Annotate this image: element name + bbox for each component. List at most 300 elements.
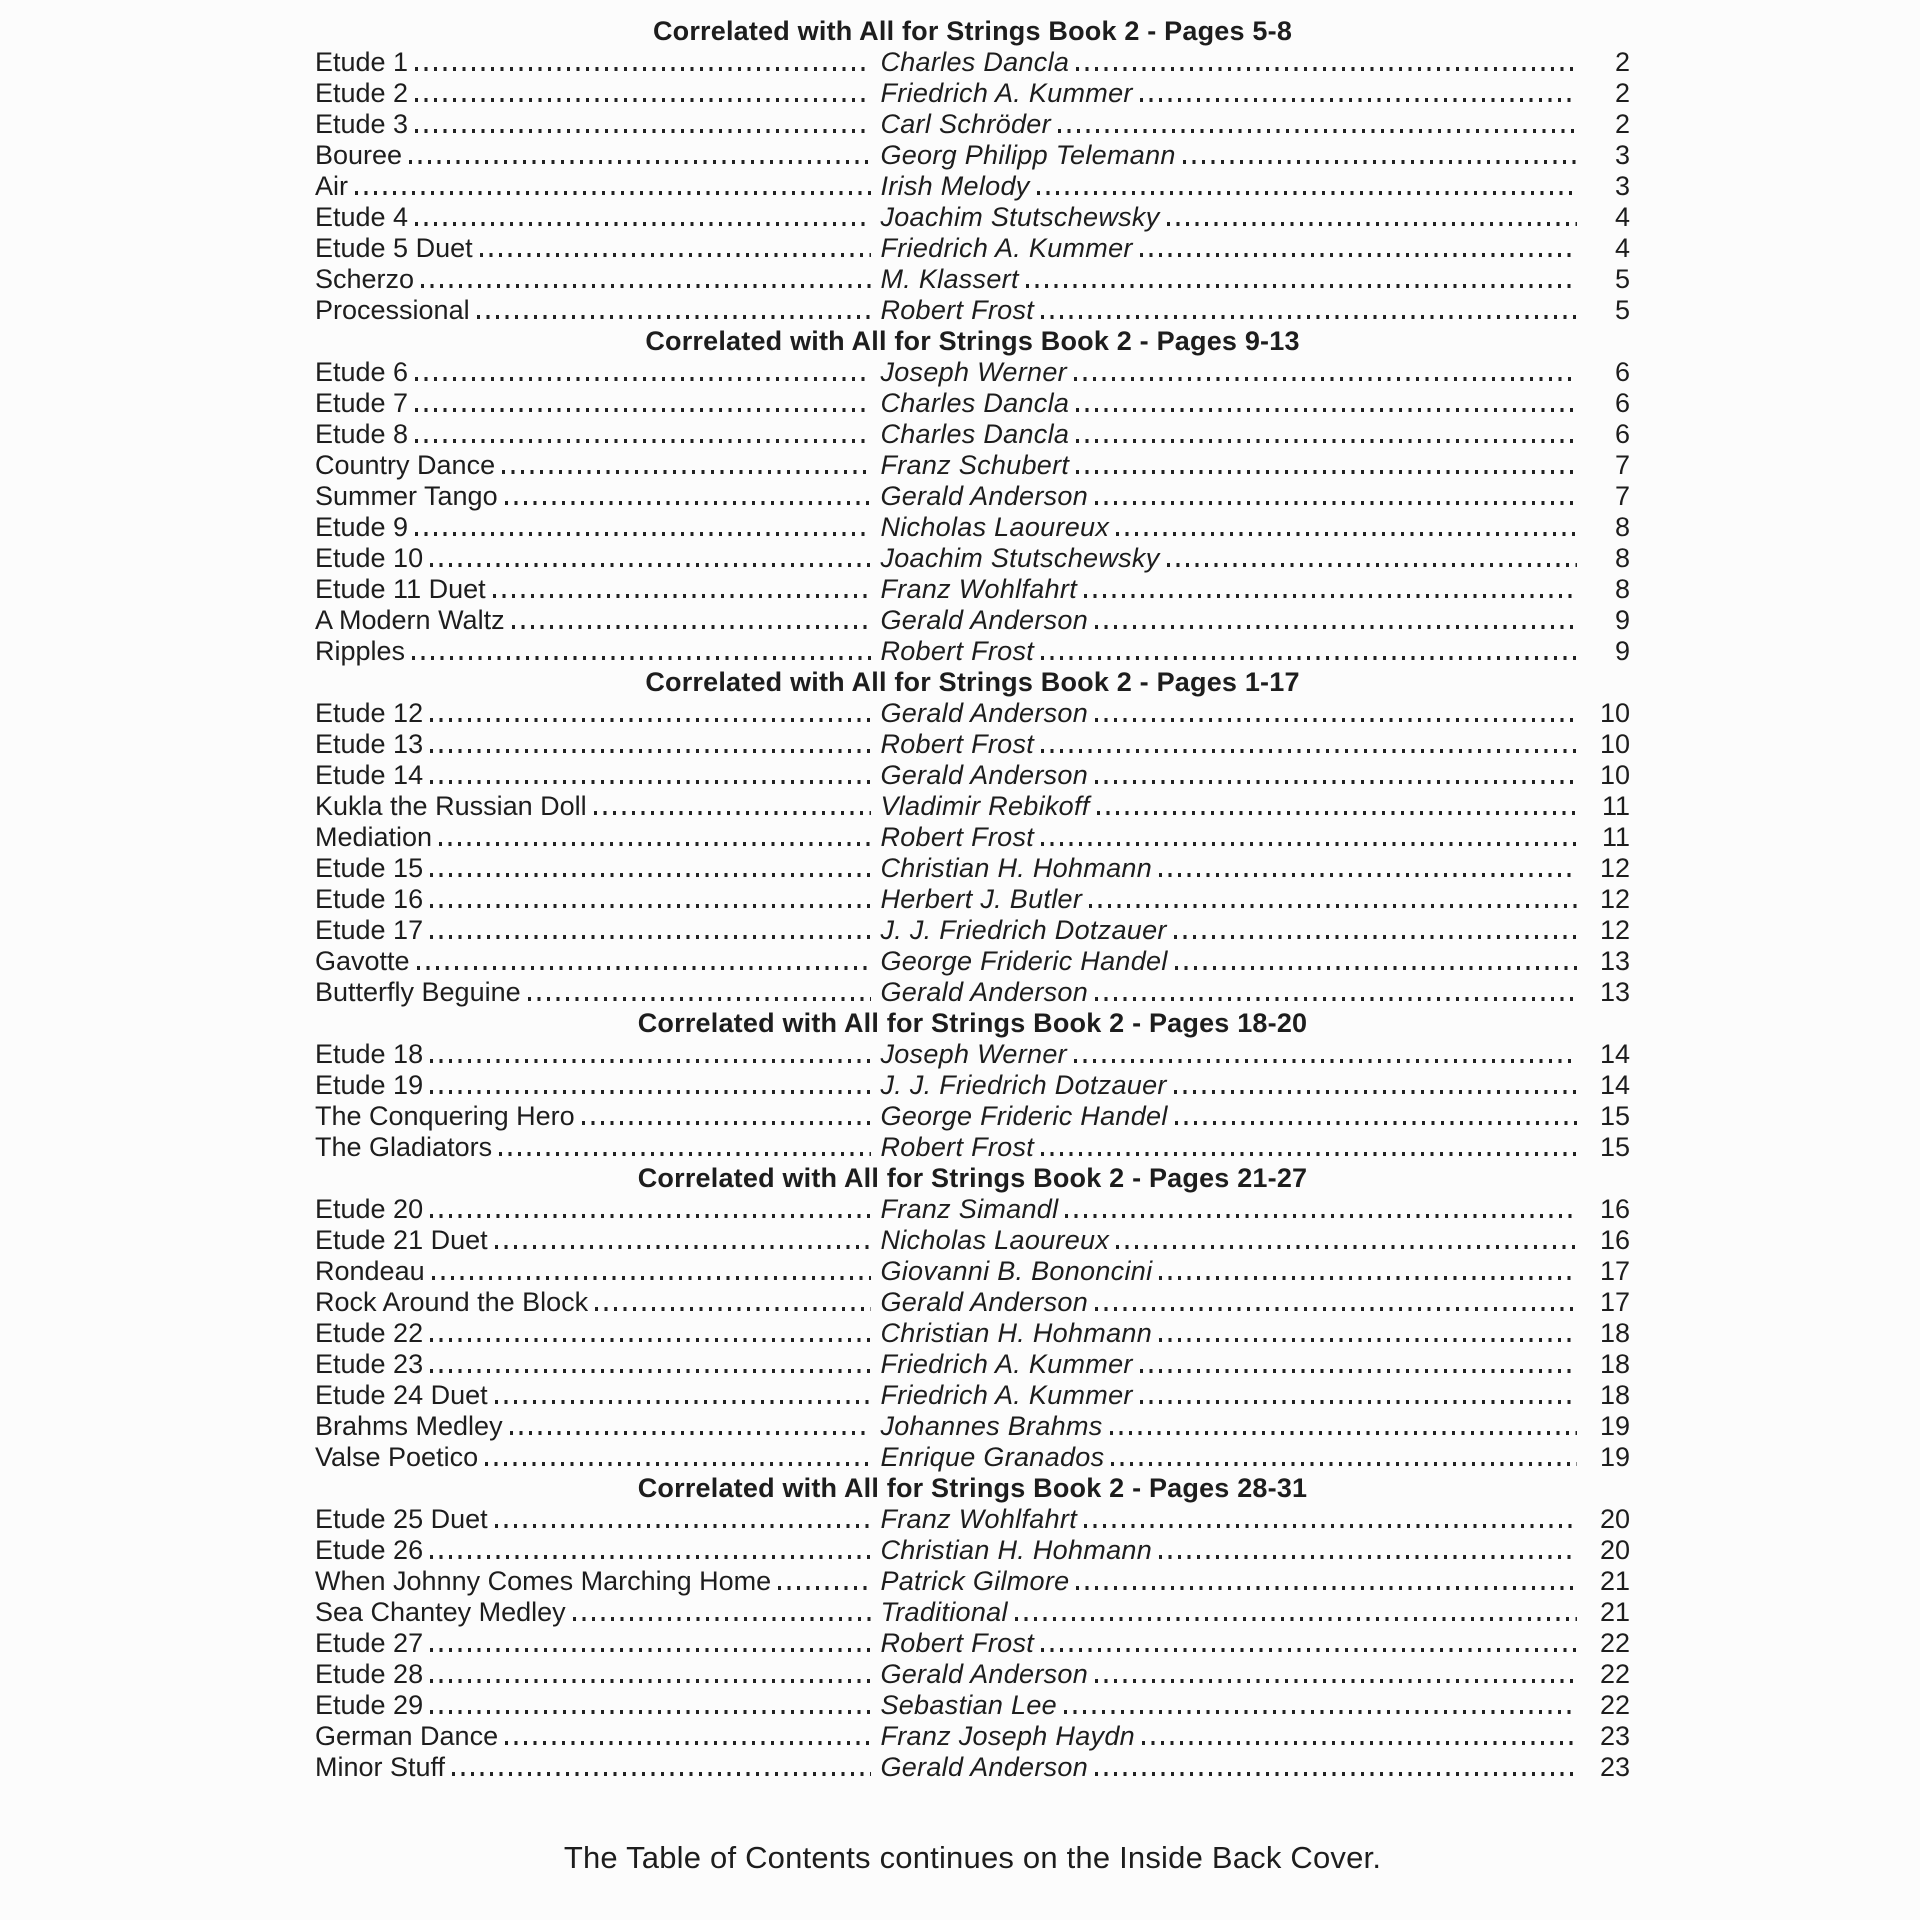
dot-leader [1058,129,1577,133]
toc-row [315,1659,1630,1690]
toc-row [315,698,1630,729]
title-cell [315,264,880,295]
piece-title: Etude 13 [315,729,424,759]
dot-leader [1175,966,1577,970]
toc-row [315,1225,1630,1256]
dot-leader [1076,1586,1577,1590]
composer-cell [880,1256,1630,1287]
dot-leader [415,129,871,133]
composer-name: Franz Simandl [880,1194,1059,1224]
dot-leader [430,1679,871,1683]
dot-leader [1095,1307,1577,1311]
piece-title: Country Dance [315,450,496,480]
dot-leader [1110,1431,1577,1435]
piece-title: Etude 22 [315,1318,424,1348]
dot-leader [430,1338,871,1342]
footer-note: The Table of Contents continues on the Inside Back Cover. [563,1840,1382,1875]
toc-row [315,636,1630,667]
title-cell [315,1287,880,1318]
piece-title: When Johnny Comes Marching Home [315,1566,772,1596]
title-cell [315,233,880,264]
composer-name: Robert Frost [880,1628,1035,1658]
piece-title: Etude 17 [315,915,424,945]
page-number: 20 [1599,1504,1630,1534]
piece-title: A Modern Waltz [315,605,505,635]
dot-leader [430,1648,871,1652]
title-cell [315,1504,880,1535]
page-number: 15 [1599,1132,1630,1162]
page-number: 23 [1599,1752,1630,1782]
dot-leader [430,1214,871,1218]
title-cell [315,357,880,388]
composer-cell [880,822,1630,853]
dot-leader [421,284,871,288]
dot-leader [485,1462,871,1466]
dot-leader [1041,842,1577,846]
composer-cell [880,543,1630,574]
page-number: 11 [1601,791,1630,821]
toc-row [315,1256,1630,1287]
dot-leader [1159,1338,1577,1342]
composer-cell [880,1597,1630,1628]
toc-row [315,760,1630,791]
composer-cell [880,946,1630,977]
toc-row [315,357,1630,388]
composer-name: Friedrich A. Kummer [880,78,1133,108]
toc-row [315,1597,1630,1628]
dot-leader [1041,749,1577,753]
composer-name: Gerald Anderson [880,1287,1089,1317]
piece-title: Etude 29 [315,1690,424,1720]
composer-name: Gerald Anderson [880,698,1089,728]
page-number: 7 [1614,450,1630,480]
dot-leader [1041,1152,1577,1156]
composer-name: Traditional [880,1597,1008,1627]
dot-leader [1074,377,1577,381]
dot-leader [512,625,872,629]
composer-name: Christian H. Hohmann [880,1535,1153,1565]
piece-title: Etude 28 [315,1659,424,1689]
page-number: 10 [1599,698,1630,728]
toc-row [315,543,1630,574]
page-number: 8 [1614,543,1630,573]
title-cell [315,1721,880,1752]
composer-cell [880,512,1630,543]
dot-leader [1174,935,1577,939]
title-cell [315,915,880,946]
dot-leader [778,1586,871,1590]
dot-leader [505,1741,871,1745]
composer-cell [880,264,1630,295]
dot-leader [505,501,872,505]
title-cell [315,1628,880,1659]
page-number: 19 [1599,1442,1630,1472]
title-cell [315,109,880,140]
title-cell [315,481,880,512]
toc-row [315,729,1630,760]
page-number: 22 [1599,1690,1630,1720]
composer-cell [880,1411,1630,1442]
toc-row [315,202,1630,233]
title-cell [315,605,880,636]
title-cell [315,1194,880,1225]
dot-leader [1076,439,1577,443]
page-number: 12 [1599,915,1630,945]
composer-cell [880,853,1630,884]
dot-leader [1095,1679,1577,1683]
dot-leader [1015,1617,1577,1621]
composer-name: Herbert J. Butler [880,884,1083,914]
toc-row [315,946,1630,977]
toc-row [315,605,1630,636]
dot-leader [417,966,872,970]
dot-leader [1095,718,1577,722]
dot-leader [415,408,871,412]
page-number: 7 [1614,481,1630,511]
dot-leader [1183,160,1577,164]
composer-cell [880,791,1630,822]
composer-cell [880,388,1630,419]
composer-name: Gerald Anderson [880,1752,1089,1782]
composer-cell [880,760,1630,791]
piece-title: The Conquering Hero [315,1101,575,1131]
title-cell [315,47,880,78]
piece-title: Etude 11 Duet [315,574,486,604]
page-number: 14 [1599,1070,1630,1100]
title-cell [315,1132,880,1163]
composer-name: Vladimir Rebikoff [880,791,1090,821]
page-number: 16 [1599,1225,1630,1255]
toc-row [315,1287,1630,1318]
dot-leader [1095,501,1577,505]
dot-leader [495,1400,872,1404]
dot-leader [452,1772,871,1776]
dot-leader [1140,253,1577,257]
piece-title: Air [315,171,348,201]
page-number: 17 [1599,1287,1630,1317]
dot-leader [430,1059,871,1063]
composer-cell [880,1690,1630,1721]
title-cell [315,977,880,1008]
page-number: 18 [1599,1380,1630,1410]
toc-row [315,574,1630,605]
piece-title: Etude 12 [315,698,424,728]
toc-row [315,1504,1630,1535]
composer-cell [880,233,1630,264]
dot-leader [582,1121,872,1125]
piece-title: Summer Tango [315,481,498,511]
composer-cell [880,1349,1630,1380]
dot-leader [1026,284,1577,288]
toc-row [315,1566,1630,1597]
page-number: 21 [1599,1597,1630,1627]
dot-leader [430,563,871,567]
toc-row [315,1628,1630,1659]
toc-row [315,1132,1630,1163]
composer-cell [880,78,1630,109]
dot-leader [409,160,871,164]
piece-title: Etude 9 [315,512,409,542]
title-cell [315,1690,880,1721]
title-cell [315,1535,880,1566]
piece-title: Etude 4 [315,202,409,232]
composer-cell [880,171,1630,202]
piece-title: Butterfly Beguine [315,977,521,1007]
composer-name: J. J. Friedrich Dotzauer [880,1070,1167,1100]
dot-leader [1140,1369,1577,1373]
toc-row [315,78,1630,109]
composer-name: Gerald Anderson [880,977,1089,1007]
dot-leader [430,904,871,908]
toc-row [315,884,1630,915]
composer-cell [880,1194,1630,1225]
page-number: 13 [1599,946,1630,976]
toc-row [315,450,1630,481]
page-number: 12 [1599,853,1630,883]
dot-leader [430,718,871,722]
composer-name: Friedrich A. Kummer [880,233,1133,263]
section-header: Correlated with All for Strings Book 2 - Pages 21-27 [637,1163,1308,1193]
composer-cell [880,884,1630,915]
composer-cell [880,1380,1630,1411]
dot-leader [1084,1524,1577,1528]
composer-name: Sebastian Lee [880,1690,1057,1720]
title-cell [315,884,880,915]
composer-name: Georg Philipp Telemann [880,140,1176,170]
toc-row [315,233,1630,264]
title-cell [315,512,880,543]
piece-title: Brahms Medley [315,1411,503,1441]
dot-leader [1175,1121,1577,1125]
dot-leader [1095,1772,1577,1776]
dot-leader [430,1555,871,1559]
piece-title: Mediation [315,822,433,852]
page-number: 2 [1614,109,1630,139]
toc-row [315,915,1630,946]
composer-cell [880,636,1630,667]
page-number: 9 [1614,636,1630,666]
composer-name: Christian H. Hohmann [880,1318,1153,1348]
toc-row [315,140,1630,171]
title-cell [315,1752,880,1783]
page-number: 15 [1599,1101,1630,1131]
title-cell [315,295,880,326]
piece-title: Etude 26 [315,1535,424,1565]
dot-leader [430,780,871,784]
dot-leader [432,1276,872,1280]
dot-leader [1174,1090,1577,1094]
dot-leader [573,1617,872,1621]
composer-cell [880,1659,1630,1690]
dot-leader [412,656,871,660]
page-number: 18 [1599,1318,1630,1348]
piece-title: Rondeau [315,1256,425,1286]
piece-title: Etude 7 [315,388,409,418]
page-number: 22 [1599,1628,1630,1658]
piece-title: Etude 18 [315,1039,424,1069]
piece-title: Etude 16 [315,884,424,914]
page-number: 10 [1599,729,1630,759]
composer-name: Robert Frost [880,636,1035,666]
table-of-contents [315,16,1630,1877]
composer-cell [880,1535,1630,1566]
piece-title: Etude 8 [315,419,409,449]
dot-leader [1076,67,1577,71]
composer-cell [880,1132,1630,1163]
composer-cell [880,450,1630,481]
page-number: 3 [1614,140,1630,170]
page-number: 18 [1599,1349,1630,1379]
title-cell [315,388,880,419]
dot-leader [415,98,871,102]
dot-leader [415,439,871,443]
dot-leader [495,1524,872,1528]
title-cell [315,1039,880,1070]
composer-cell [880,202,1630,233]
composer-cell [880,574,1630,605]
dot-leader [1159,1276,1577,1280]
composer-name: Charles Dancla [880,419,1070,449]
dot-leader [1065,1214,1577,1218]
toc-row [315,1194,1630,1225]
composer-name: Franz Wohlfahrt [880,1504,1077,1534]
piece-title: Sea Chantey Medley [315,1597,566,1627]
dot-leader [439,842,871,846]
piece-title: Etude 20 [315,1194,424,1224]
toc-row [315,1690,1630,1721]
composer-name: Johannes Brahms [880,1411,1103,1441]
toc-row [315,481,1630,512]
page-number: 12 [1599,884,1630,914]
toc-row [315,419,1630,450]
toc-row [315,388,1630,419]
dot-leader [1140,98,1577,102]
page-number: 19 [1599,1411,1630,1441]
title-cell [315,1380,880,1411]
composer-cell [880,729,1630,760]
composer-name: Joachim Stutschewsky [880,543,1160,573]
composer-name: Enrique Granados [880,1442,1105,1472]
toc-row [315,1721,1630,1752]
composer-cell [880,1504,1630,1535]
dot-leader [1076,408,1577,412]
piece-title: Etude 2 [315,78,409,108]
composer-name: Gerald Anderson [880,605,1089,635]
page-number: 23 [1599,1721,1630,1751]
dot-leader [415,222,871,226]
composer-name: Robert Frost [880,1132,1035,1162]
composer-cell [880,1070,1630,1101]
piece-title: Etude 3 [315,109,409,139]
page-number: 14 [1599,1039,1630,1069]
piece-title: Valse Poetico [315,1442,479,1472]
page-number: 5 [1614,264,1630,294]
title-cell [315,760,880,791]
piece-title: Etude 27 [315,1628,424,1658]
page-number: 2 [1614,78,1630,108]
title-cell [315,791,880,822]
dot-leader [1167,563,1577,567]
dot-leader [415,377,871,381]
toc-row [315,1535,1630,1566]
dot-leader [1095,625,1577,629]
dot-leader [430,1369,871,1373]
title-cell [315,946,880,977]
toc-row [315,822,1630,853]
title-cell [315,140,880,171]
title-cell [315,1442,880,1473]
composer-cell [880,977,1630,1008]
piece-title: German Dance [315,1721,499,1751]
dot-leader [1097,811,1577,815]
toc-row [315,1411,1630,1442]
composer-name: Friedrich A. Kummer [880,1380,1133,1410]
composer-cell [880,1287,1630,1318]
dot-leader [1076,470,1577,474]
title-cell [315,1070,880,1101]
composer-name: Joseph Werner [880,1039,1067,1069]
dot-leader [1074,1059,1577,1063]
title-cell [315,450,880,481]
dot-leader [1116,532,1577,536]
piece-title: Etude 5 Duet [315,233,473,263]
toc-row [315,1101,1630,1132]
composer-name: Nicholas Laoureux [880,512,1110,542]
toc-row [315,1349,1630,1380]
page-number: 21 [1599,1566,1630,1596]
title-cell [315,1256,880,1287]
composer-name: Joachim Stutschewsky [880,202,1160,232]
dot-leader [594,811,872,815]
title-cell [315,1597,880,1628]
composer-name: Franz Wohlfahrt [880,574,1077,604]
page-number: 9 [1614,605,1630,635]
piece-title: Gavotte [315,946,410,976]
piece-title: Etude 21 Duet [315,1225,488,1255]
composer-cell [880,295,1630,326]
composer-name: M. Klassert [880,264,1019,294]
piece-title: Kukla the Russian Doll [315,791,587,821]
composer-cell [880,1721,1630,1752]
piece-title: Ripples [315,636,406,666]
composer-name: Nicholas Laoureux [880,1225,1110,1255]
composer-cell [880,698,1630,729]
page-number: 13 [1599,977,1630,1007]
page-number: 3 [1614,171,1630,201]
title-cell [315,202,880,233]
composer-cell [880,47,1630,78]
composer-cell [880,1628,1630,1659]
page-number: 2 [1614,47,1630,77]
dot-leader [430,1710,871,1714]
page-number: 6 [1614,419,1630,449]
composer-cell [880,1752,1630,1783]
toc-row [315,1380,1630,1411]
composer-name: J. J. Friedrich Dotzauer [880,915,1167,945]
dot-leader [1064,1710,1577,1714]
composer-cell [880,1318,1630,1349]
piece-title: Etude 14 [315,760,424,790]
page-number: 17 [1599,1256,1630,1286]
piece-title: The Gladiators [315,1132,493,1162]
toc-row [315,791,1630,822]
piece-title: Scherzo [315,264,415,294]
composer-name: Irish Melody [880,171,1030,201]
composer-name: Gerald Anderson [880,760,1089,790]
page-number: 4 [1614,233,1630,263]
title-cell [315,1225,880,1256]
dot-leader [1089,904,1577,908]
